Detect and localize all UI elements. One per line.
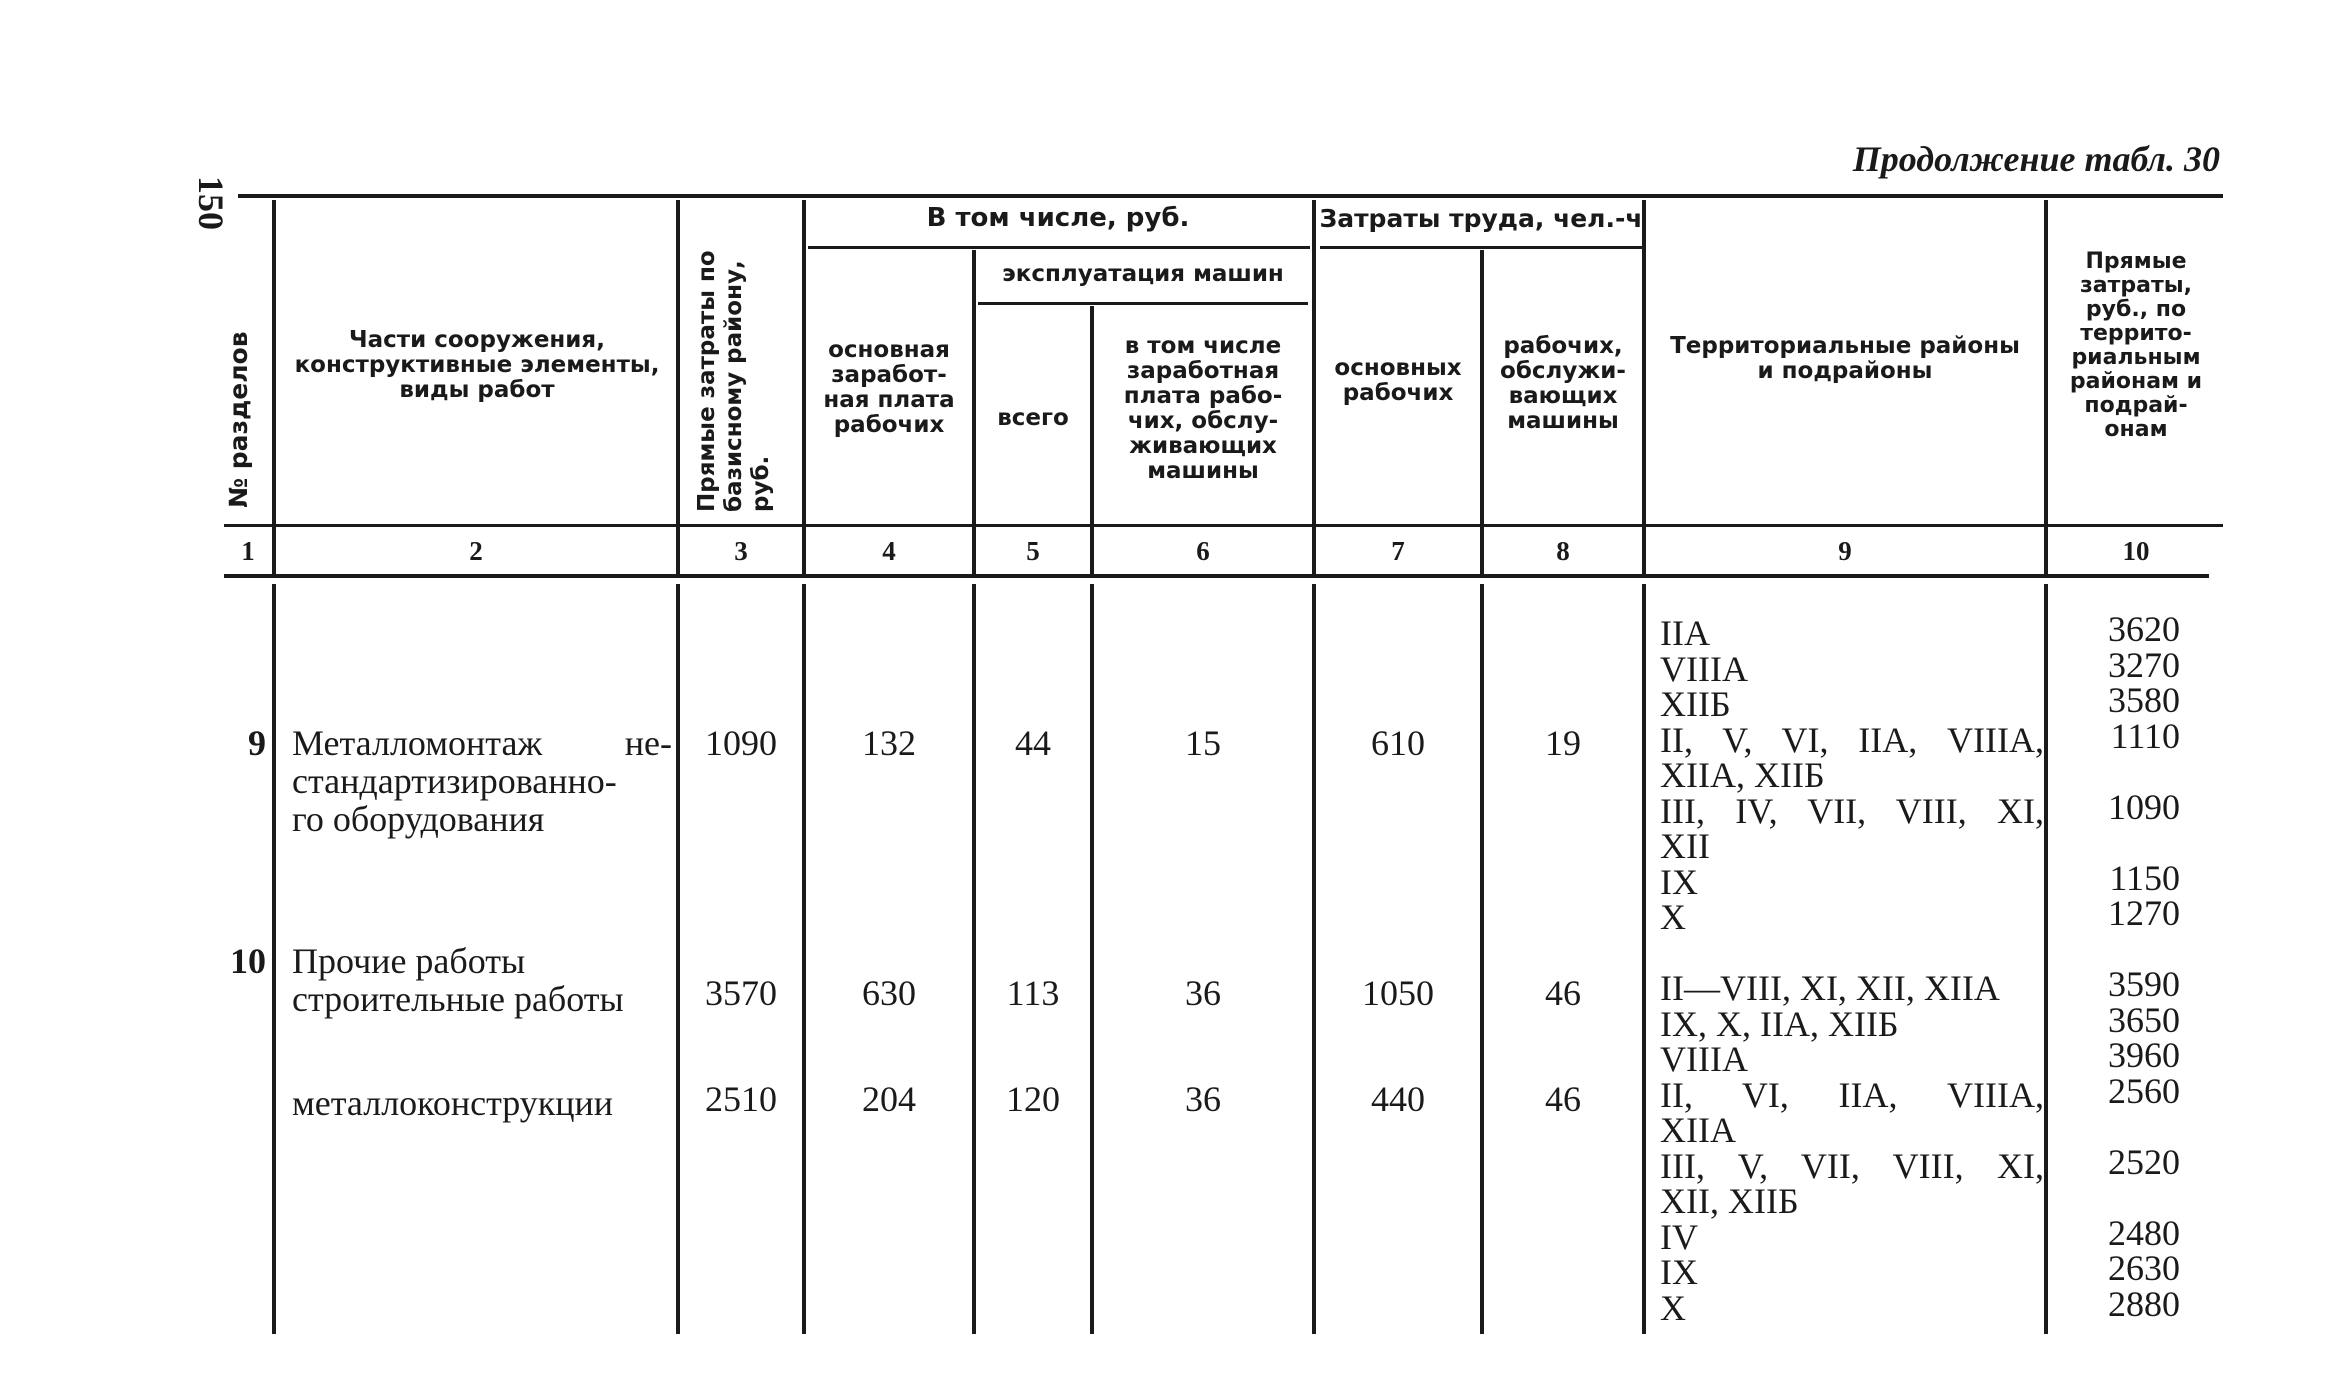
list-item: 3960 bbox=[2108, 1035, 2180, 1075]
colnum-2: 2 bbox=[469, 536, 483, 566]
header-col1: № разделов bbox=[224, 331, 253, 508]
list-item: XIIА, XIIБ bbox=[1660, 755, 1825, 795]
header-col6: в том числе заработная плата рабо- чих, обслу- живающих машины bbox=[1123, 333, 1283, 484]
body-vrule-3 bbox=[802, 584, 806, 1334]
table-top-rule bbox=[238, 194, 2223, 198]
list-item: 3270 bbox=[2108, 644, 2180, 685]
table-row-9-c7: 610 bbox=[1371, 723, 1425, 763]
table-row-10-section: 10 bbox=[230, 941, 266, 981]
colnum-10: 10 bbox=[2122, 536, 2150, 566]
body-vrule-6 bbox=[1312, 584, 1316, 1334]
list-item: IIА bbox=[1660, 613, 1710, 653]
body-vrule-1 bbox=[272, 584, 276, 1334]
table-row-10-c3: 3570 bbox=[705, 973, 777, 1013]
colnum-5: 5 bbox=[1026, 536, 1040, 566]
vrule-2 bbox=[676, 200, 680, 574]
body-vrule-8 bbox=[1642, 584, 1646, 1334]
header-group-machines: эксплуатация машин bbox=[1002, 261, 1284, 287]
table-row-9-c3: 1090 bbox=[705, 723, 777, 763]
colnum-8: 8 bbox=[1556, 536, 1570, 566]
page-number: 150 bbox=[191, 176, 231, 230]
list-item: 2560 bbox=[2108, 1070, 2180, 1111]
list-item: IV bbox=[1660, 1216, 1698, 1257]
body-vrule-4 bbox=[972, 584, 976, 1334]
list-item bbox=[2056, 932, 2180, 968]
header-col2: Части сооружения, конструктивные элементы, виды работ bbox=[294, 327, 660, 403]
table-row-9-c5: 44 bbox=[1015, 723, 1051, 763]
list-item: XIIБ bbox=[1660, 684, 1731, 724]
table-row-9-section: 9 bbox=[248, 723, 266, 763]
group-machines-rule bbox=[978, 302, 1308, 305]
list-item: X bbox=[1660, 1287, 1686, 1328]
list-item: IX, X, IIА, XIIБ bbox=[1660, 1003, 1899, 1044]
header-col8: рабочих, обслужи- вающих машины bbox=[1500, 333, 1626, 434]
list-item: IX bbox=[1660, 1252, 1698, 1292]
colnum-9: 9 bbox=[1838, 536, 1852, 566]
table-row-9-name: Металломонтаж не- стандартизированно- го оборудования bbox=[292, 723, 672, 839]
header-col7: основных рабочих bbox=[1334, 355, 1462, 406]
areas-list bbox=[1660, 613, 2044, 1328]
header-col10: Прямые затраты, руб., по террито- риальным районам и подрай- онам bbox=[2069, 249, 2203, 442]
body-vrule-7 bbox=[1480, 584, 1484, 1334]
header-bottom-rule bbox=[224, 524, 2223, 527]
list-item: 3620 bbox=[2108, 609, 2180, 649]
colnum-1: 1 bbox=[241, 536, 255, 566]
table-row-9-c8: 19 bbox=[1545, 723, 1581, 763]
list-item bbox=[1660, 936, 2044, 972]
list-item: II—VIII, XI, XII, XIIА bbox=[1660, 968, 2000, 1008]
table-row-10-c7: 1050 bbox=[1362, 973, 1434, 1013]
list-item bbox=[2056, 1180, 2180, 1216]
continuation-title: Продолжение табл. 30 bbox=[1852, 139, 2220, 179]
list-item: IX bbox=[1660, 861, 1698, 902]
list-item bbox=[2056, 754, 2180, 790]
list-item: VIIIА bbox=[1660, 1039, 1748, 1079]
header-col3: Прямые затраты по базисному району, руб. bbox=[694, 250, 774, 512]
list-item: III, IV, VII, VIII, XI, bbox=[1660, 790, 2044, 831]
group-labor-rule bbox=[1320, 246, 1642, 249]
list-item: 1150 bbox=[2109, 857, 2180, 898]
body-vrule-2 bbox=[676, 584, 680, 1334]
table-row-metal-c8: 46 bbox=[1545, 1079, 1581, 1119]
group-incl-rule bbox=[808, 246, 1310, 249]
list-item: 1270 bbox=[2108, 893, 2180, 933]
list-item: XII, XIIБ bbox=[1660, 1181, 1799, 1221]
colnum-4: 4 bbox=[882, 536, 896, 566]
area-costs-list bbox=[2056, 609, 2180, 1324]
colnum-3: 3 bbox=[734, 536, 748, 566]
list-item: 2630 bbox=[2108, 1248, 2180, 1288]
list-item: 3590 bbox=[2108, 964, 2180, 1004]
colnum-bottom-rule bbox=[224, 574, 2209, 578]
list-item: XII bbox=[1660, 826, 1710, 866]
list-item: 1110 bbox=[2110, 715, 2180, 756]
list-item: II, VI, IIА, VIIIА, bbox=[1660, 1074, 2044, 1115]
list-item: III, V, VII, VIII, XI, bbox=[1660, 1145, 2044, 1186]
list-item: 1090 bbox=[2108, 786, 2180, 827]
header-col4: основная заработ- ная плата рабочих bbox=[823, 337, 955, 438]
list-item bbox=[2056, 1109, 2180, 1145]
colnum-6: 6 bbox=[1196, 536, 1210, 566]
table-row-10-name: Прочие работы строительные работы bbox=[292, 941, 624, 1019]
header-group-incl: В том числе, руб. bbox=[926, 203, 1190, 233]
list-item: 2880 bbox=[2108, 1283, 2180, 1324]
vrule-8 bbox=[1642, 200, 1646, 574]
table-row-metal-c3: 2510 bbox=[705, 1079, 777, 1119]
list-item: VIIIА bbox=[1660, 648, 1748, 689]
table-row-metal-name: металлоконструкции bbox=[292, 1083, 614, 1123]
list-item: XIIА bbox=[1660, 1110, 1736, 1150]
table-row-metal-c5: 120 bbox=[1006, 1079, 1060, 1119]
list-item: X bbox=[1660, 897, 1686, 937]
table-row-metal-c6: 36 bbox=[1185, 1079, 1221, 1119]
list-item bbox=[2056, 825, 2180, 861]
table-row-9-c4: 132 bbox=[862, 723, 916, 763]
table-row-10-c8: 46 bbox=[1545, 973, 1581, 1013]
list-item: 2520 bbox=[2108, 1141, 2180, 1182]
header-col9: Территориальные районы и подрайоны bbox=[1670, 333, 2020, 384]
table-row-metal-c4: 204 bbox=[862, 1079, 916, 1119]
header-col5: всего bbox=[997, 405, 1069, 431]
table-row-10-c5: 113 bbox=[1006, 973, 1060, 1013]
list-item: 3650 bbox=[2108, 999, 2180, 1040]
vrule-1 bbox=[272, 200, 276, 574]
table-row-10-c4: 630 bbox=[862, 973, 916, 1013]
list-item: 2480 bbox=[2108, 1212, 2180, 1253]
colnum-7: 7 bbox=[1391, 536, 1405, 566]
table-row-9-c6: 15 bbox=[1185, 723, 1221, 763]
list-item: 3580 bbox=[2108, 680, 2180, 720]
header-group-labor: Затраты труда, чел.-ч bbox=[1319, 204, 1643, 233]
table-row-10-c6: 36 bbox=[1185, 973, 1221, 1013]
body-vrule-5 bbox=[1090, 584, 1094, 1334]
list-item: II, V, VI, IIА, VIIIА, bbox=[1660, 719, 2044, 760]
table-row-metal-c7: 440 bbox=[1371, 1079, 1425, 1119]
body-vrule-9 bbox=[2044, 584, 2048, 1334]
